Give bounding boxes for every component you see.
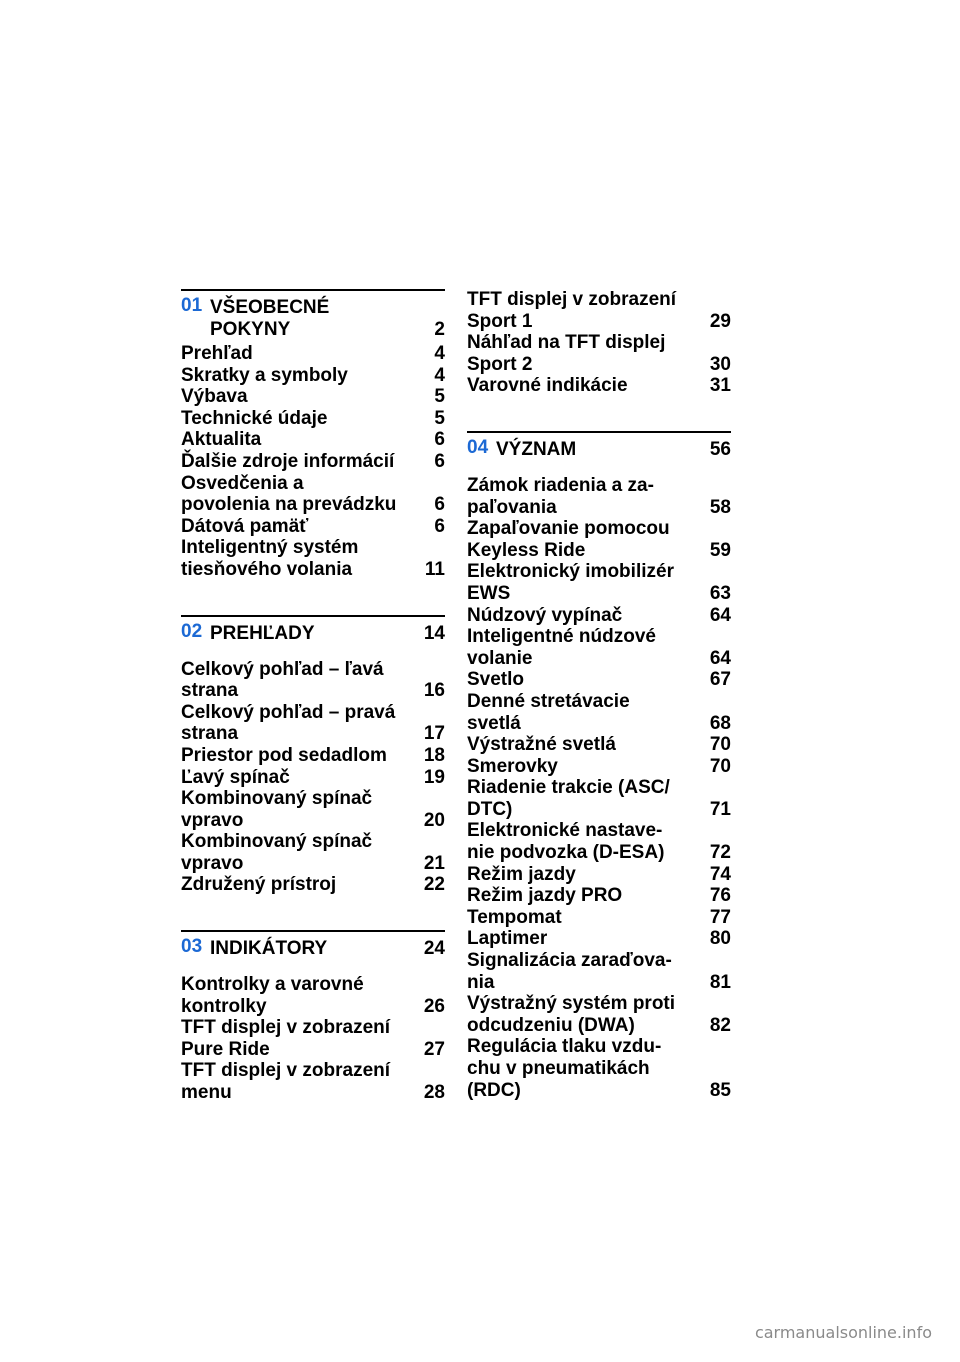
toc-entry[interactable]: [467, 332, 731, 375]
entry-label: Kombinovaný spínač vpravo: [181, 788, 373, 831]
toc-entry[interactable]: [467, 777, 731, 820]
entry-page: 76: [709, 885, 731, 907]
toc-entry[interactable]: [181, 451, 445, 473]
entry-page: 85: [709, 1079, 731, 1101]
entry-page: 77: [709, 906, 731, 928]
entry-label: Kontrolky a varovné kontrolky: [181, 974, 364, 1017]
section-heading-02[interactable]: [181, 617, 445, 659]
entry-label: Tempomat: [467, 906, 562, 928]
entry-page: 26: [423, 995, 445, 1017]
section-heading-04[interactable]: [467, 433, 731, 475]
section-number: 04: [467, 436, 489, 458]
entry-label: Celkový pohľad – ľavá strana: [181, 658, 384, 702]
entry-page: 6: [434, 515, 445, 537]
section-page: 24: [423, 938, 445, 960]
entry-page: 27: [423, 1038, 445, 1060]
entry-label: Ďalšie zdroje informácií: [181, 450, 395, 472]
entry-label: Osvedčenia a povolenia na prevádzku: [181, 472, 397, 516]
entry-label: Dátová pamäť: [181, 515, 309, 537]
entry-label: Výstražný systém proti odcudzeniu (DWA): [467, 993, 676, 1036]
section-title: PREHĽADY: [210, 622, 315, 644]
toc-entry[interactable]: [181, 767, 445, 789]
entry-label: Aktualita: [181, 429, 262, 451]
entry-page: 31: [709, 375, 731, 397]
entry-page: 63: [709, 582, 731, 604]
toc-entry[interactable]: [181, 788, 445, 831]
entry-page: 71: [709, 798, 731, 820]
entry-label: Režim jazdy: [467, 863, 576, 885]
entry-label: Výbava: [181, 386, 248, 408]
entry-label: Zapaľovanie pomocou Keyless Ride: [467, 518, 670, 561]
entry-label: Denné stretávacie svetlá: [467, 690, 630, 734]
entry-label: Inteligentné núdzové volanie: [467, 626, 656, 669]
entry-label: Inteligentný systém tiesňového volania: [181, 537, 359, 580]
entry-page: 70: [709, 755, 731, 777]
entry-page: 70: [709, 734, 731, 756]
entry-label: Náhľad na TFT displej Sport 2: [467, 332, 666, 375]
entry-label: Celkový pohľad – pravá strana: [181, 701, 396, 745]
entry-label: Elektronický imobilizér EWS: [467, 561, 674, 604]
entry-label: Regulácia tlaku vzdu- chu v pneumatikách (RDC): [467, 1036, 662, 1101]
toc-entry[interactable]: [181, 386, 445, 408]
entry-label: Ľavý spínač: [181, 766, 290, 788]
entry-label: TFT displej v zobrazení Sport 1: [467, 289, 677, 332]
entry-page: 16: [423, 680, 445, 702]
section-number: 02: [181, 620, 203, 642]
toc-entry[interactable]: [467, 907, 731, 929]
entry-label: Výstražné svetlá: [467, 734, 616, 756]
entry-page: 22: [423, 874, 445, 896]
toc-entry[interactable]: [467, 289, 731, 332]
toc-entry[interactable]: [467, 820, 731, 863]
entry-label: TFT displej v zobrazení menu: [181, 1060, 391, 1104]
entry-label: Združený prístroj: [181, 874, 337, 896]
section-page: 56: [709, 438, 731, 460]
entry-label: Skratky a symboly: [181, 364, 348, 386]
toc-entry[interactable]: [181, 974, 445, 1017]
toc-entry[interactable]: [181, 831, 445, 874]
section-number: 01: [181, 295, 203, 316]
toc-entry[interactable]: [467, 734, 731, 756]
entry-page: 30: [709, 353, 731, 375]
toc-entry[interactable]: [181, 659, 445, 702]
section-title: VÝZNAM: [496, 438, 577, 460]
entry-label: Technické údaje: [181, 407, 328, 429]
section-page: 14: [423, 622, 445, 644]
entry-page: 5: [434, 386, 445, 408]
entry-label: Svetlo: [467, 669, 525, 691]
entry-label: Priestor pod sedadlom: [181, 744, 387, 766]
section-title: VŠEOBECNÉ POKYNY: [210, 297, 330, 340]
toc-entry[interactable]: [181, 874, 445, 896]
watermark: carmanualsonline.info: [754, 1323, 932, 1342]
toc-entry[interactable]: [181, 429, 445, 451]
entry-label: Laptimer: [467, 928, 548, 950]
entry-page: 74: [709, 863, 731, 885]
entry-page: 81: [709, 971, 731, 993]
entry-page: 18: [423, 744, 445, 766]
entry-page: 6: [434, 494, 445, 516]
entry-page: 17: [423, 723, 445, 745]
toc-entry[interactable]: [467, 626, 731, 669]
entry-page: 20: [423, 809, 445, 831]
toc-column-left: [181, 289, 445, 1104]
entry-label: TFT displej v zobrazení Pure Ride: [181, 1017, 391, 1060]
toc-entry[interactable]: [181, 702, 445, 745]
entry-page: 82: [709, 1014, 731, 1036]
entry-label: Signalizácia zaraďova- nia: [467, 950, 672, 993]
toc-entry[interactable]: [467, 885, 731, 907]
toc-entry[interactable]: [181, 1017, 445, 1060]
entry-label: Zámok riadenia a za- paľovania: [467, 474, 654, 518]
entry-page: 19: [423, 766, 445, 788]
toc-entry[interactable]: [467, 669, 731, 691]
toc-entry[interactable]: [181, 1060, 445, 1103]
entry-page: 67: [709, 669, 731, 691]
toc-entry[interactable]: [467, 691, 731, 734]
entry-page: 6: [434, 450, 445, 472]
section-heading-03[interactable]: [181, 932, 445, 974]
entry-label: Riadenie trakcie (ASC/ DTC): [467, 777, 670, 820]
toc-entry[interactable]: [181, 516, 445, 538]
toc-entry[interactable]: [467, 518, 731, 561]
toc-entry[interactable]: [467, 756, 731, 778]
toc-entry[interactable]: [467, 375, 731, 397]
toc-column-right: [467, 289, 731, 1101]
toc-entry[interactable]: [467, 1036, 731, 1101]
toc-entry[interactable]: [181, 343, 445, 365]
entry-page: 29: [709, 310, 731, 332]
entry-page: 28: [423, 1082, 445, 1104]
toc-entry[interactable]: [181, 473, 445, 516]
toc-entry[interactable]: [467, 864, 731, 886]
toc-entry[interactable]: [181, 365, 445, 387]
toc-entry[interactable]: [467, 950, 731, 993]
toc-entry[interactable]: [181, 408, 445, 430]
entry-label: Smerovky: [467, 755, 558, 777]
entry-page: 72: [709, 842, 731, 864]
toc-entry[interactable]: [181, 537, 445, 580]
toc-entry[interactable]: [467, 605, 731, 627]
entry-label: Prehľad: [181, 343, 253, 364]
toc-entry[interactable]: [467, 928, 731, 950]
toc-entry[interactable]: [467, 475, 731, 518]
entry-page: 59: [709, 539, 731, 561]
toc-entry[interactable]: [467, 561, 731, 604]
toc-entry[interactable]: [467, 993, 731, 1036]
entry-page: 4: [434, 343, 445, 364]
entry-page: 64: [709, 604, 731, 626]
entry-page: 64: [709, 647, 731, 669]
entry-label: Varovné indikácie: [467, 375, 628, 397]
section-number: 03: [181, 936, 203, 958]
entry-page: 58: [709, 496, 731, 518]
entry-label: Režim jazdy PRO: [467, 885, 623, 907]
entry-page: 5: [434, 407, 445, 429]
entry-page: 21: [423, 852, 445, 874]
entry-label: Núdzový vypínač: [467, 604, 623, 626]
section-heading-01[interactable]: [181, 291, 445, 343]
entry-page: 80: [709, 928, 731, 950]
entry-label: Kombinovaný spínač vpravo: [181, 831, 373, 874]
entry-page: 68: [709, 712, 731, 734]
entry-page: 4: [434, 364, 445, 386]
entry-page: 11: [424, 558, 445, 580]
toc-entry[interactable]: [181, 745, 445, 767]
entry-page: 6: [434, 429, 445, 451]
entry-label: Elektronické nastave- nie podvozka (D-ESA): [467, 820, 665, 864]
section-title: INDIKÁTORY: [210, 938, 328, 960]
section-page: 2: [434, 319, 445, 340]
